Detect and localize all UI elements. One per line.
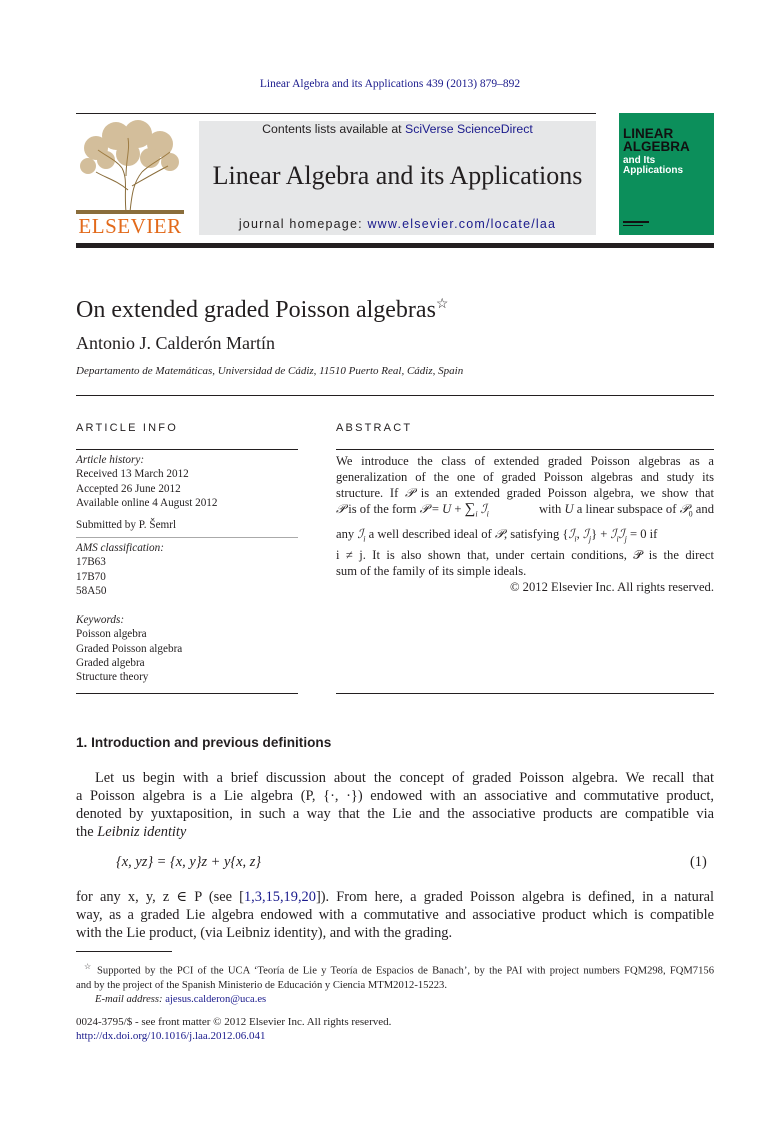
journal-reference[interactable]: Linear Algebra and its Applications 439 (2013) 879–892: [259, 78, 521, 90]
homepage-link[interactable]: www.elsevier.com/locate/laa: [367, 217, 557, 231]
leibniz-equation: {x, yz} = {x, y}z + y{x, z}: [116, 854, 262, 870]
header-top-rule: [76, 113, 596, 114]
keyword: Structure theory: [76, 671, 149, 684]
abstract-bottom-rule: [336, 693, 714, 694]
ams-classification: AMS classification: 17B63 17B70 58A50: [76, 542, 164, 597]
keyword: Poisson algebra: [76, 628, 147, 641]
doi-link[interactable]: http://dx.doi.org/10.1016/j.laa.2012.06.041: [76, 1030, 266, 1042]
cover-decoration: [623, 221, 649, 223]
elsevier-tree-icon: [76, 120, 184, 216]
intro-paragraph-2: for any x, y, z ∈ P (see [1,3,15,19,20]). From here, a graded Poisson algebra is defined, in a natural way, as a graded Lie algebra endowed with a commutative and associative product which is compatible with the Lie product, (via Leibniz identity), and with the grading.: [76, 889, 714, 941]
homepage-line: journal homepage: www.elsevier.com/locate/laa: [238, 217, 557, 231]
section-heading: 1. Introduction and previous definitions: [76, 735, 332, 750]
keyword: Graded Poisson algebra: [76, 642, 183, 655]
sciencedirect-link[interactable]: SciVerse ScienceDirect: [405, 122, 533, 136]
equation-number: (1): [690, 854, 707, 870]
footnote-rule: [76, 951, 172, 952]
abstract-body: We introduce the class of extended graded Poisson algebras as a generalization of the one of graded Poisson algebras and study its structure. If 𝒫 is an extended graded Poisson algebra, we show that 𝒫 is of the form 𝒫 = $U + \sum_i$ ℐ$_i$ with U a linear subspace of 𝒫$_0$ and any ℐ$_i$ a well described ideal of 𝒫, satisfying {ℐ$_i$, ℐ$_j$} + ℐ$_i$ℐ$_j$ = 0 if i ≠ j. It is also shown that, under certain conditions, 𝒫 is the direct sum of the family of its simple ideals. © 2012 Elsevier Inc. All rights reserved.: [336, 454, 714, 595]
keyword: Graded algebra: [76, 656, 145, 669]
contents-line: Contents lists available at SciVerse ScienceDirect: [262, 122, 533, 136]
cover-title-2: ALGEBRA: [623, 139, 690, 154]
article-info-bottom-rule: [76, 693, 298, 694]
title-footnote-mark[interactable]: ☆: [435, 297, 449, 312]
keywords: Keywords: Poisson algebra Graded Poisson algebra Graded algebra Structure theory: [76, 613, 298, 684]
ams-rule: [76, 537, 298, 538]
abstract-heading: ABSTRACT: [336, 422, 413, 434]
affiliation: Departamento de Matemáticas, Universidad de Cádiz, 11510 Puerto Real, Cádiz, Spain: [76, 365, 464, 377]
author-name: Antonio J. Calderón Martín: [76, 333, 275, 353]
cover-decoration: [623, 225, 643, 226]
cover-title-4: Applications: [623, 165, 684, 176]
elsevier-wordmark: ELSEVIER: [78, 214, 182, 238]
elsevier-logo[interactable]: [76, 120, 184, 238]
abstract-copyright: © 2012 Elsevier Inc. All rights reserved.: [509, 580, 714, 595]
article-info-rule: [76, 449, 298, 450]
email-link[interactable]: ajesus.calderon@uca.es: [165, 993, 267, 1005]
cover-title-3: and Its: [623, 155, 656, 166]
submitted-by: Submitted by P. Šemrl: [76, 519, 177, 531]
article-title: On extended graded Poisson algebras☆: [76, 297, 449, 323]
cover-title-1: LINEAR: [623, 126, 674, 141]
article-info-heading: ARTICLE INFO: [76, 422, 178, 434]
affiliation-rule: [76, 395, 714, 396]
footnote: ☆ Supported by the PCI of the UCA ‘Teoría de Lie y Teoría de Espacios de Banach’, by the PAI with project numbers FQM298, FQM7156 and by the project of the Spanish Ministerio de Educación y Ciencia MTM2012-15223. E-mail address: ajesus.calderon@uca.es: [76, 962, 714, 1005]
intro-paragraph-1: Let us begin with a brief discussion about the concept of graded Poisson algebra. We recall that a Poisson algebra is a Lie algebra (P, {·, ·}) endowed with an associative and commutative product, denoted by yuxtaposition, in such a way that the Lie and the associative products are compatible via the Leibniz identity: [76, 770, 714, 840]
issn-line: 0024-3795/$ - see front matter © 2012 Elsevier Inc. All rights reserved.: [76, 1016, 392, 1028]
citation-links[interactable]: 1,3,15,19,20: [243, 889, 316, 905]
journal-cover[interactable]: [619, 113, 714, 235]
article-history: Article history: Received 13 March 2012 Accepted 26 June 2012 Available online 4 August 2012: [76, 454, 218, 509]
abstract-rule: [336, 449, 714, 450]
header-thick-rule: [76, 243, 714, 248]
journal-title: Linear Algebra and its Applications: [212, 161, 583, 190]
journal-banner: [199, 121, 596, 235]
